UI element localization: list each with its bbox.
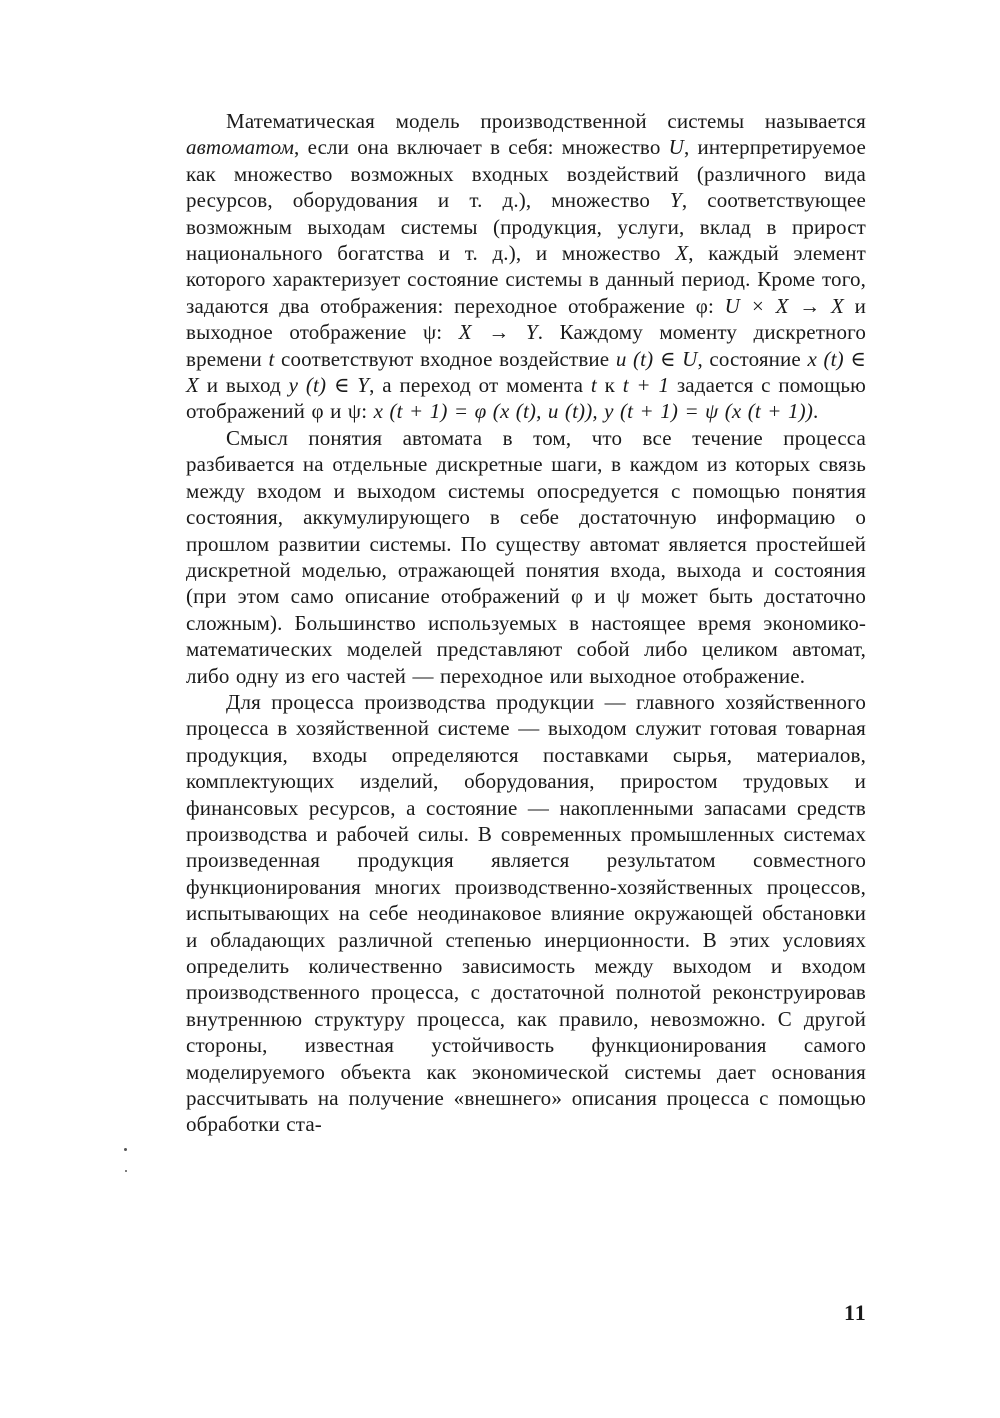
scan-speck [125, 1170, 127, 1172]
scan-speck [124, 1148, 127, 1151]
text-run: и выходное отображение ψ: [186, 293, 866, 345]
text-run: , а переход от момента [369, 373, 591, 398]
paragraph-automaton-meaning [186, 425, 866, 689]
text-run: , интерпретируемое как множество возможных входных воздействий (различного вида ресурсов, оборудования и т. д.), множество [186, 135, 866, 213]
text-run: Смысл понятия автомата в том, что все течение процесса разбивается на отдельные дискретные шаги, в каждом из которых связь между входом и выходом системы опосредуется с помощью понятия состояния, аккумулирующего в себе достаточную информацию о прошлом развитии системы. По существу автомат является простейшей дискретной моделью, отражающей понятия входа, выхода и состояния (при этом само описание отображений φ и ψ может быть достаточно сложным). Большинство используемых в настоящее время экономико-математических моделей представляют собой либо целиком автомат, либо одну из его частей — переходное или выходное отображение. [186, 425, 866, 688]
math-time-t: t [268, 346, 275, 371]
term-automaton: автоматом [186, 135, 295, 160]
page-body [186, 108, 866, 1378]
math-output-y: y (t) ∈ Y [288, 373, 370, 398]
text-run: к [596, 373, 623, 398]
math-output-map: X → Y [458, 320, 538, 345]
text-run: , каждый элемент которого характеризует состояние системы в данный период. Кроме того, задаются два отображения: переходное отображение φ: [186, 241, 866, 318]
text-run: , состояние [697, 346, 808, 371]
text-run: , если она включает в себя: множество [294, 135, 669, 160]
text-run: и выход [198, 373, 289, 398]
text-run: задается с помощью отображений φ и ψ: [186, 373, 866, 424]
math-state-x: x (t) ∈ X [186, 346, 866, 398]
math-recurrence: x (t + 1) = φ (x (t), u (t)), y (t + 1) = ψ (x (t + 1)) [373, 399, 813, 424]
text-run: . Каждому моменту дискретного времени [186, 320, 866, 371]
math-input-u: u (t) ∈ U [615, 346, 698, 371]
page-number: 11 [844, 1300, 867, 1325]
text-run: Математическая модель производственной системы называется [226, 109, 866, 133]
math-time-t: t [590, 373, 597, 398]
math-time-t-plus-1: t + 1 [622, 373, 670, 398]
math-set-u: U [668, 135, 684, 160]
text-run: Для процесса производства продукции — главного хозяйственного процесса в хозяйственной системе — выходом служит готовая товарная продукция, входы определяются поставками сырья, материалов, комплектующих изделий, оборудования, приростом трудовых и финансовых ресурсов, а состояние — накопленными запасами средств производства и рабочей силы. В современных промышленных системах произведенная продукция является результатом совместного функционирования многих производственно-хозяйственных процессов, испытывающих на себе неодинаковое влияние окружающей обстановки и обладающих различной степенью инерционности. В этих условиях определить количественно зависимость между выходом и входом производственного процесса, с достаточной полнотой реконструировав внутреннюю структуру процесса, как правило, невозможно. С другой стороны, известная устойчивость функционирования самого моделируемого объекта как экономической системы дает основания рассчитывать на получение «внешнего» описания процесса с помощью обработки ста- [186, 689, 866, 1137]
paragraph-production-process [186, 689, 866, 1138]
text-run: соответствуют входное воздействие [274, 346, 616, 371]
paragraph-automaton-definition [186, 108, 866, 425]
math-set-y: Y [670, 188, 682, 213]
math-transition-map: U × X → X [724, 293, 844, 318]
text-run: . [812, 399, 819, 424]
math-set-x: X [675, 241, 689, 266]
text-run: , соответствующее возможным выходам системы (продукция, услуги, вклад в прирост национального богатства и т. д.), и множество [186, 188, 866, 266]
